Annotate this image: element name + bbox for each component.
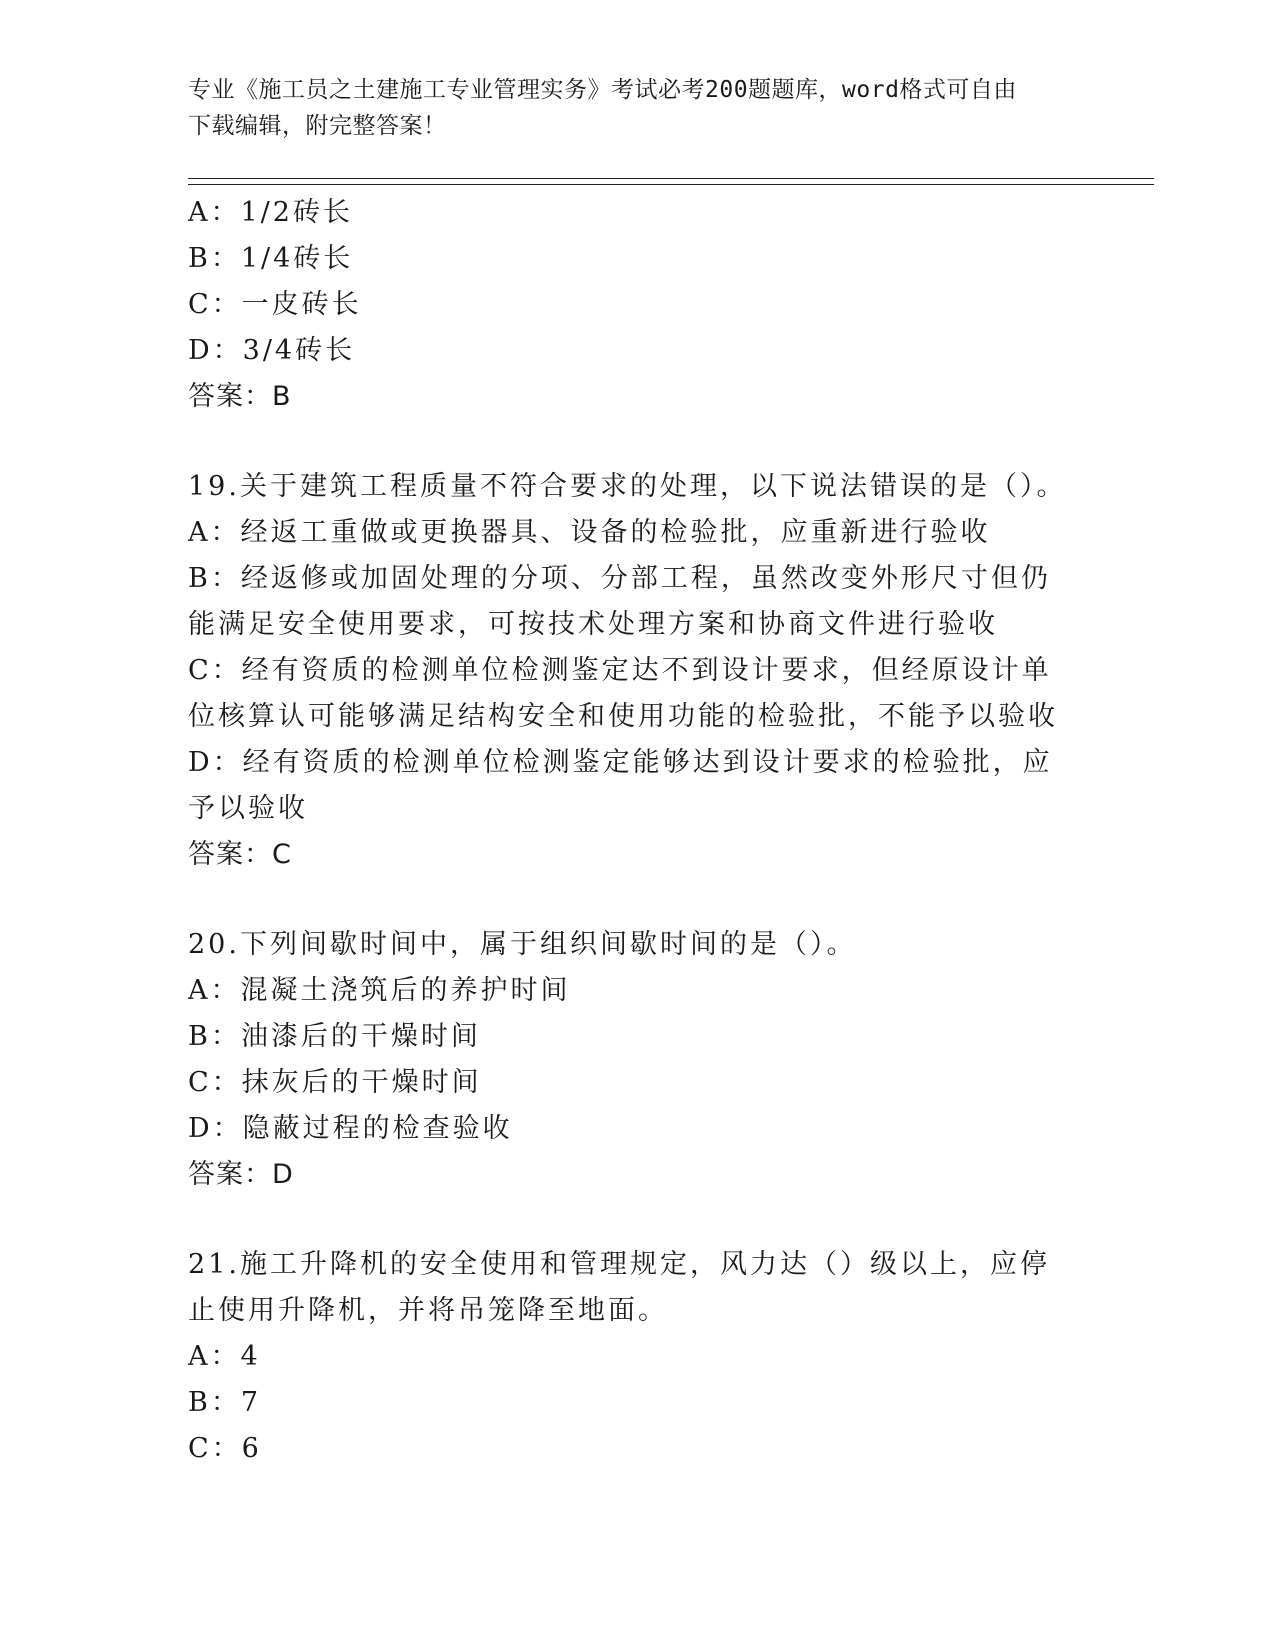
question-stem: 21.施工升降机的安全使用和管理规定，风力达（）级以上，应停止使用升降机，并将吊笼降至地面。 — [188, 1249, 1050, 1326]
option-a: A：混凝土浇筑后的养护时间 — [188, 975, 571, 1006]
question-stem: 19.关于建筑工程质量不符合要求的处理，以下说法错误的是（）。 — [188, 471, 1067, 502]
spacer — [188, 420, 1078, 464]
question-19 — [188, 464, 1078, 878]
option-a: A：4 — [188, 1341, 261, 1372]
option-c: C：6 — [188, 1433, 262, 1464]
option-c: C：一皮砖长 — [188, 289, 362, 320]
option-b: B：经返修或加固处理的分项、分部工程，虽然改变外形尺寸但仍能满足安全使用要求，可按技术处理方案和协商文件进行验收 — [188, 563, 1051, 640]
question-content — [188, 190, 1078, 1472]
option-b: B：油漆后的干燥时间 — [188, 1021, 481, 1052]
option-d: D：经有资质的检测单位检测鉴定能够达到设计要求的检验批，应予以验收 — [188, 747, 1053, 824]
question-20 — [188, 922, 1078, 1198]
option-d: D：3/4砖长 — [188, 335, 356, 366]
option-a: A：经返工重做或更换器具、设备的检验批，应重新进行验收 — [188, 517, 991, 548]
spacer — [188, 1198, 1078, 1242]
answer: 答案：B — [188, 381, 292, 412]
document-header — [188, 72, 1088, 144]
answer: 答案：D — [188, 1159, 294, 1190]
option-b: B：1/4砖长 — [188, 243, 354, 274]
spacer — [188, 878, 1078, 922]
question-21 — [188, 1242, 1078, 1472]
answer: 答案：C — [188, 839, 292, 870]
question-18 — [188, 190, 1078, 420]
header-line-1: 专业《施工员之土建施工专业管理实务》考试必考200题题库，word格式可自由 — [188, 77, 1017, 103]
option-d: D：隐蔽过程的检查验收 — [188, 1113, 513, 1144]
header-divider-bottom — [188, 184, 1154, 185]
option-a: A：1/2砖长 — [188, 197, 353, 228]
header-divider-top — [188, 178, 1154, 179]
option-c: C：抹灰后的干燥时间 — [188, 1067, 482, 1098]
option-b: B：7 — [188, 1387, 262, 1418]
header-line-2: 下载编辑，附完整答案！ — [188, 113, 447, 139]
question-stem: 20.下列间歇时间中，属于组织间歇时间的是（）。 — [188, 929, 857, 960]
option-c: C：经有资质的检测单位检测鉴定达不到设计要求，但经原设计单位核算认可能够满足结构安全和使用功能的检验批，不能予以验收 — [188, 655, 1058, 732]
